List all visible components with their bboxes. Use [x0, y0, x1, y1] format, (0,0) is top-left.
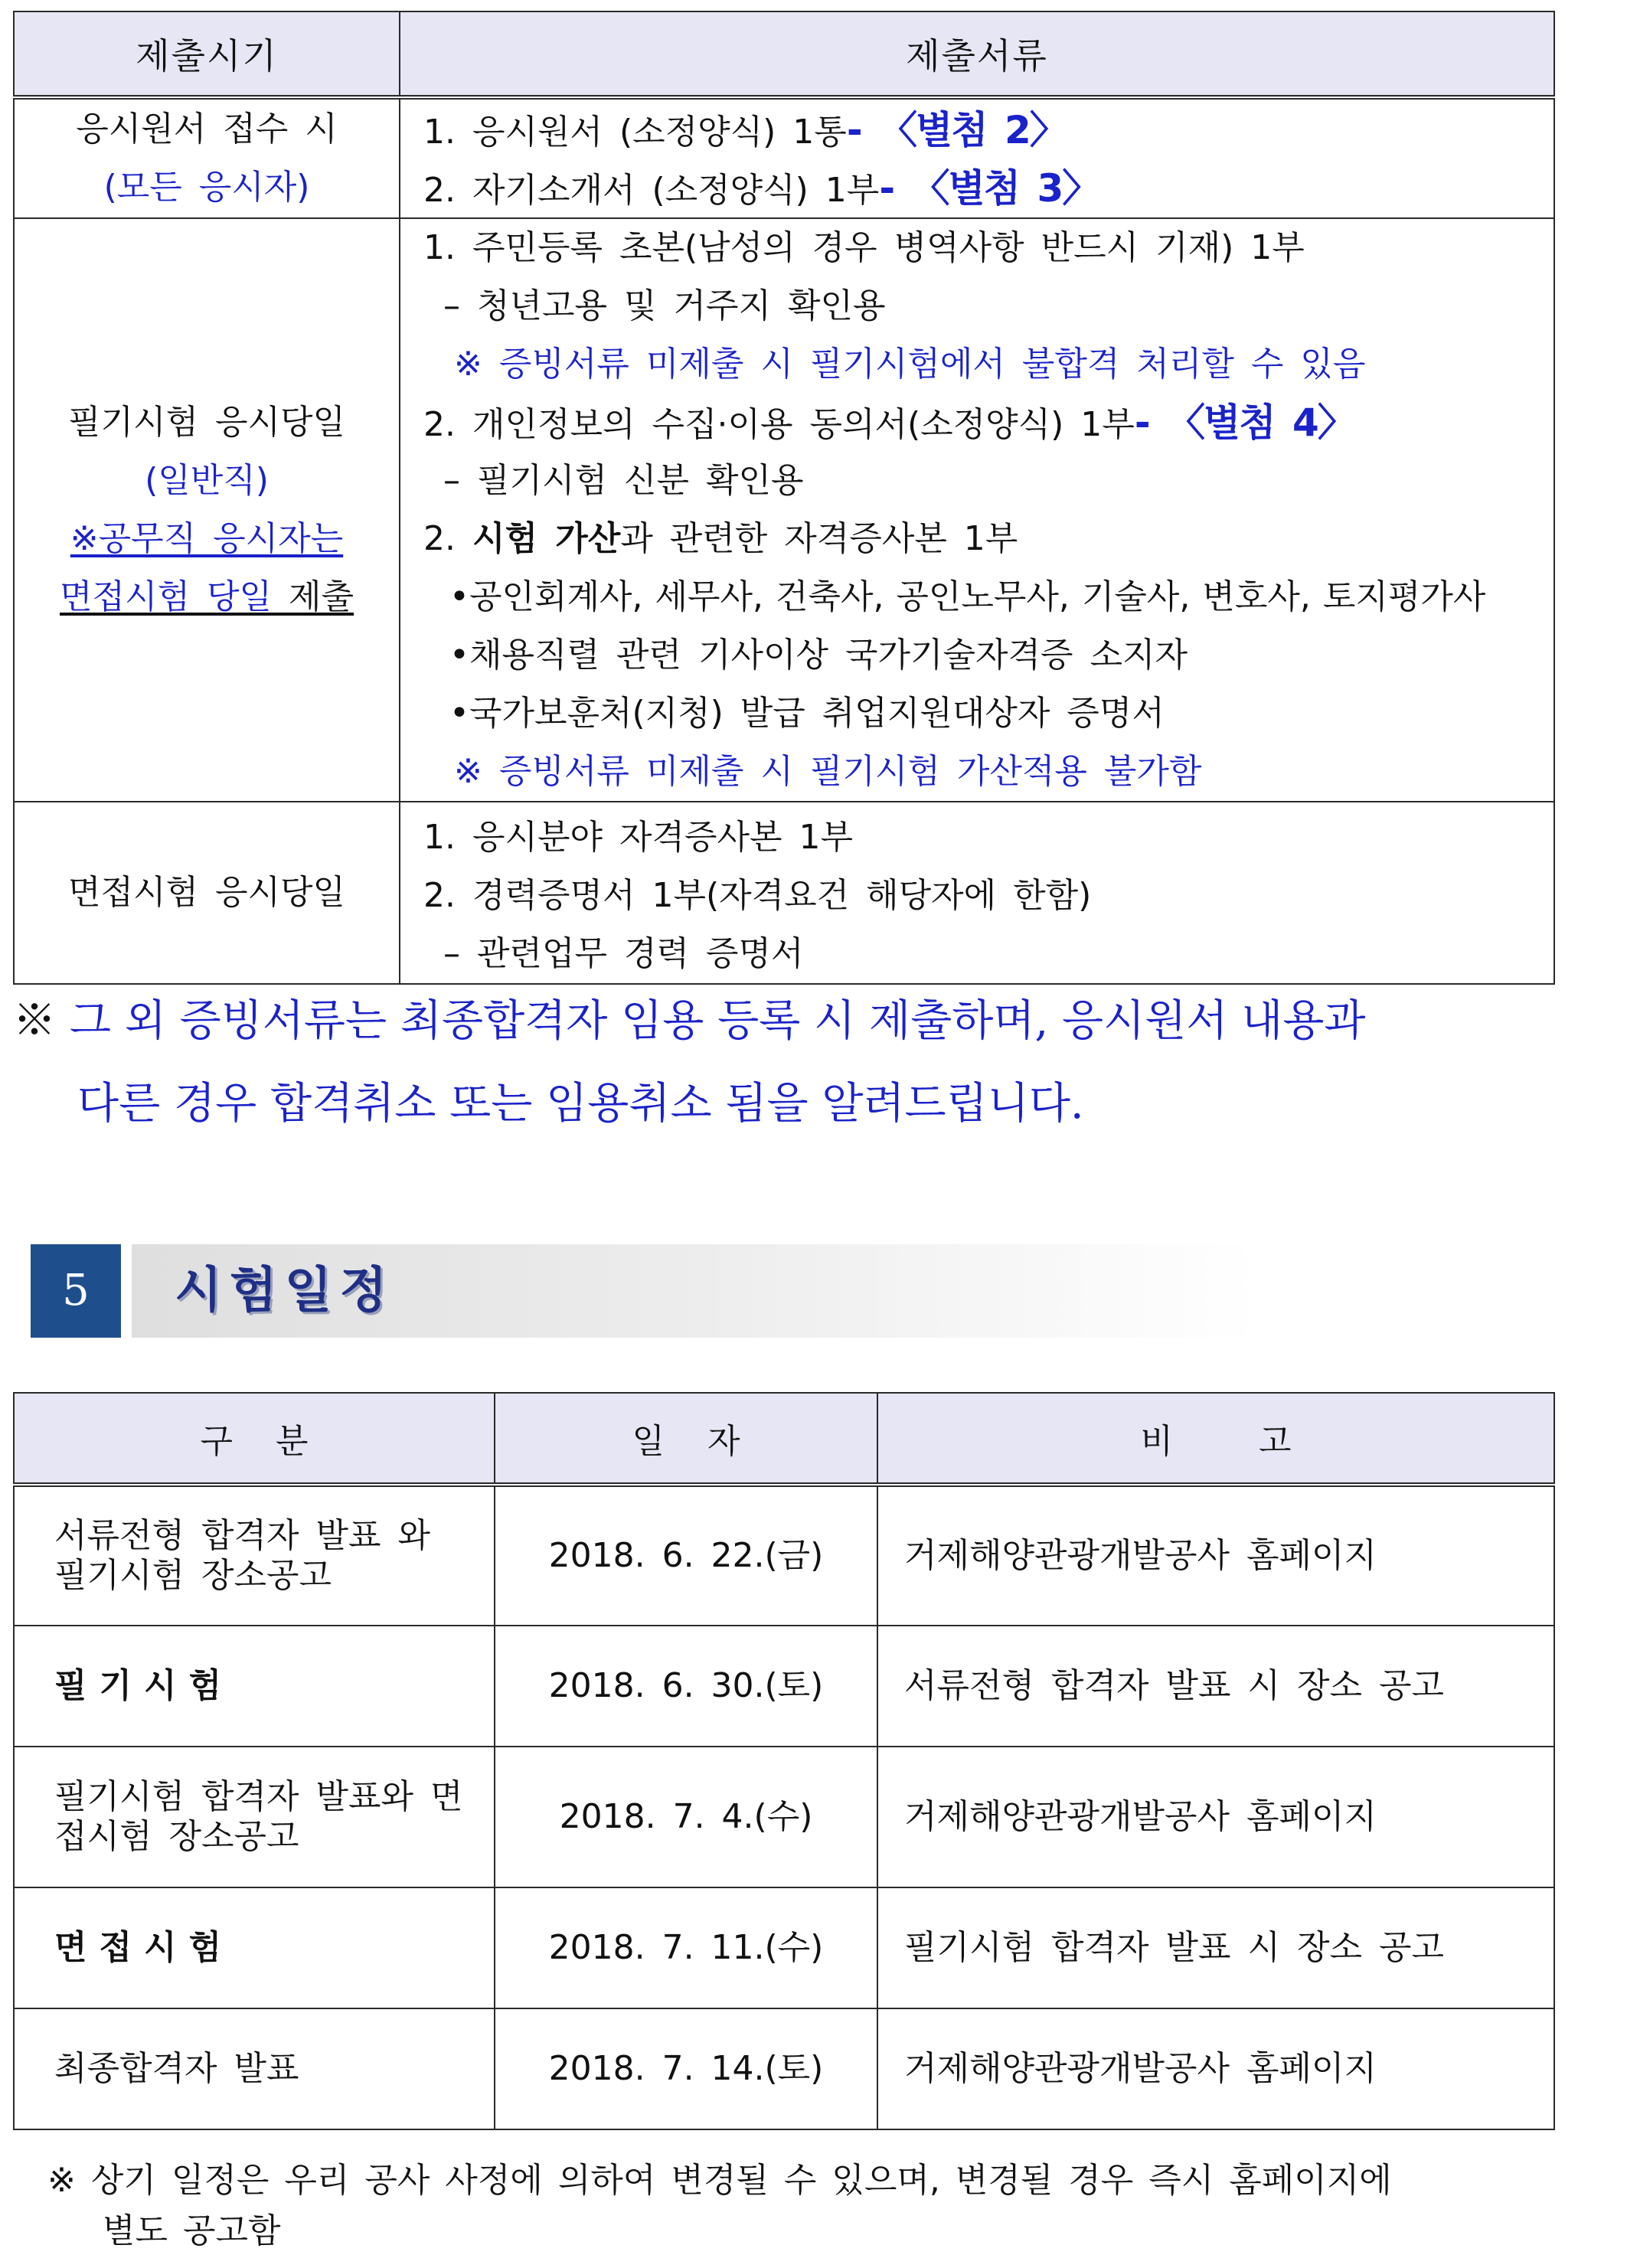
doc-text: 2.	[423, 519, 472, 558]
attachment-ref: - 〈별첨 4〉	[1134, 400, 1354, 445]
section-title: 시험일정	[175, 1263, 395, 1319]
doc-text: 과 관련한 자격증사본 1부	[620, 519, 1018, 558]
exam-schedule-table	[13, 1392, 1555, 2130]
header-cell-documents: 제출서류	[400, 11, 1554, 97]
table-row	[14, 1626, 1554, 1747]
schedule-remarks: 거제해양관광개발공사 홈페이지	[877, 1485, 1554, 1626]
submission-documents-table	[13, 11, 1555, 985]
doc-line	[400, 101, 1553, 159]
table-row	[14, 1887, 1554, 2008]
table-header-row	[14, 11, 1554, 97]
doc-line: – 청년고용 및 거주지 확인용	[443, 286, 886, 325]
period-line: ※공무직 응시자는	[70, 519, 344, 558]
doc-line	[400, 394, 1553, 452]
doc-note: ※ 증빙서류 미제출 시 필기시험에서 불합격 처리할 수 있음	[454, 345, 1366, 384]
header-cell-category: 구 분	[14, 1393, 495, 1485]
period-line-highlight: 면접시험 당일	[59, 577, 272, 616]
period-cell	[14, 97, 400, 218]
period-line: 필기시험 응시당일	[67, 403, 346, 442]
header-cell-period: 제출시기	[14, 11, 400, 97]
doc-line: 2. 경력증명서 1부(자격요건 해당자에 한함)	[423, 876, 1092, 915]
table-row	[14, 802, 1554, 984]
schedule-item: 면접시험	[14, 1887, 495, 2008]
doc-line: – 필기시험 신분 확인용	[443, 461, 804, 500]
notice-additional-documents	[13, 980, 1613, 1145]
header-cell-date: 일 자	[495, 1393, 877, 1485]
section-divider	[121, 1244, 132, 1338]
period-line	[15, 568, 399, 626]
period-line: (일반직)	[145, 461, 269, 500]
schedule-date: 2018. 7. 4.(수)	[495, 1747, 877, 1887]
doc-line: 1. 주민등록 초본(남성의 경우 병역사항 반드시 기재) 1부	[423, 228, 1305, 267]
schedule-item: 최종합격자 발표	[14, 2008, 495, 2129]
table-header-row	[14, 1393, 1554, 1485]
table-row	[14, 1485, 1554, 1626]
doc-line	[400, 159, 1553, 217]
schedule-item: 서류전형 합격자 발표 와 필기시험 장소공고	[14, 1485, 495, 1626]
period-line-tail: 제출	[272, 577, 354, 616]
notice-text: 그 외 증빙서류는 최종합격자 임용 등록 시 제출하며, 응시원서 내용과	[69, 996, 1366, 1046]
schedule-date: 2018. 6. 30.(토)	[495, 1626, 877, 1747]
attachment-ref: - 〈별첨 2〉	[846, 108, 1067, 152]
schedule-date: 2018. 6. 22.(금)	[495, 1485, 877, 1626]
schedule-remarks: 서류전형 합격자 발표 시 장소 공고	[877, 1626, 1554, 1747]
header-cell-remarks: 비 고	[877, 1393, 1554, 1485]
table-row	[14, 218, 1554, 802]
documents-cell	[400, 802, 1554, 984]
notice-mark: ※	[13, 996, 70, 1046]
schedule-item: 필기시험 합격자 발표와 면접시험 장소공고	[14, 1747, 495, 1887]
doc-bullet: •공인회계사, 세무사, 건축사, 공인노무사, 기술사, 변호사, 토지평가사	[449, 577, 1486, 616]
period-line: (모든 응시자)	[103, 168, 310, 207]
schedule-remarks: 필기시험 합격자 발표 시 장소 공고	[877, 1887, 1554, 2008]
section-number: 5	[31, 1244, 121, 1338]
doc-text-bold: 시험 가산	[472, 519, 621, 558]
attachment-ref: - 〈별첨 3〉	[879, 166, 1099, 211]
doc-bullet: •국가보훈처(지청) 발급 취업지원대상자 증명서	[449, 694, 1165, 733]
table-row	[14, 97, 1554, 218]
notice-line: 별도 공고함	[103, 2211, 281, 2250]
doc-note: ※ 증빙서류 미제출 시 필기시험 가산적용 불가함	[454, 752, 1202, 791]
period-line: 면접시험 응시당일	[67, 873, 346, 912]
notice-line: 다른 경우 합격취소 또는 임용취소 됨을 알려드립니다.	[77, 1079, 1084, 1129]
doc-line: 1. 응시분야 자격증사본 1부	[423, 818, 853, 857]
doc-text: 2. 자기소개서 (소정양식) 1부	[423, 171, 880, 210]
doc-text: 2. 개인정보의 수집·이용 동의서(소정양식) 1부	[423, 405, 1135, 444]
table-row	[14, 1747, 1554, 1887]
doc-line	[400, 510, 1553, 568]
schedule-remarks: 거제해양관광개발공사 홈페이지	[877, 1747, 1554, 1887]
notice-line	[13, 980, 1613, 1063]
schedule-date: 2018. 7. 14.(토)	[495, 2008, 877, 2129]
documents-cell	[400, 218, 1554, 802]
schedule-remarks: 거제해양관광개발공사 홈페이지	[877, 2008, 1554, 2129]
doc-text: 1. 응시원서 (소정양식) 1통	[423, 113, 847, 152]
schedule-date: 2018. 7. 11.(수)	[495, 1887, 877, 2008]
documents-cell	[400, 97, 1554, 218]
period-cell	[14, 802, 400, 984]
schedule-change-notice	[47, 2155, 1617, 2257]
table-row	[14, 2008, 1554, 2129]
schedule-item: 필기시험	[14, 1626, 495, 1747]
period-cell	[14, 218, 400, 802]
doc-line: – 관련업무 경력 증명서	[443, 934, 804, 973]
doc-bullet: •채용직렬 관련 기사이상 국가기술자격증 소지자	[449, 636, 1188, 675]
notice-line: ※ 상기 일정은 우리 공사 사정에 의하여 변경될 수 있으며, 변경될 경우 즉시 홈페이지에	[47, 2161, 1392, 2200]
period-line: 응시원서 접수 시	[76, 109, 338, 149]
